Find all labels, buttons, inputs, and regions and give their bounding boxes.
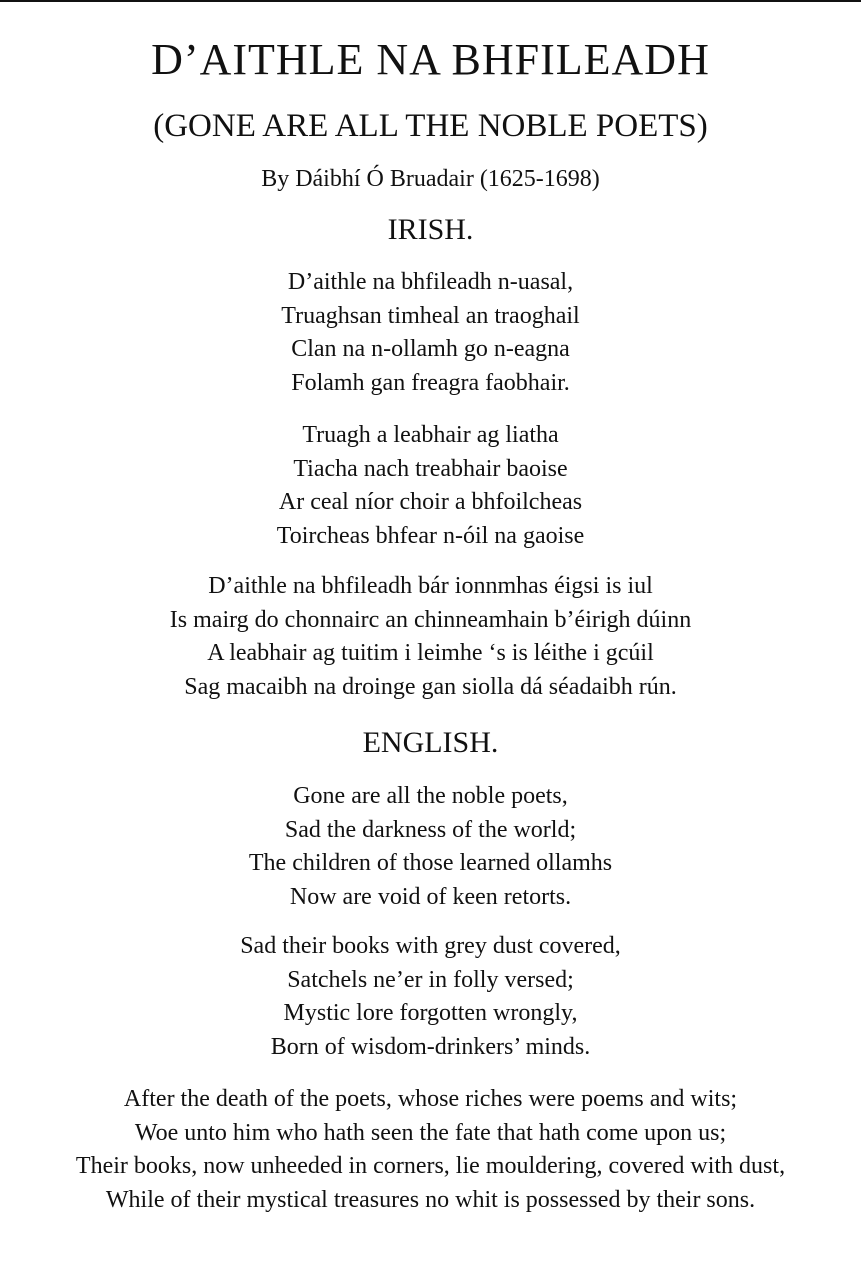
english-stanza-1 [0,780,861,914]
poem-line: After the death of the poets, whose riches were poems and wits; [123,1086,738,1112]
poem-line: Satchels ne’er in folly versed; [287,966,574,993]
poem-line: Sad the darkness of the world; [284,816,577,843]
irish-stanza-3 [0,570,861,704]
poem-line: Mystic lore forgotten wrongly, [283,1000,578,1026]
poem-line: D’aithle na bhfileadh bár ionnmhas éigsi is iul [208,573,653,599]
top-border-rule [0,0,861,2]
poem-line: Is mairg do chonnairc an chinneamhain b’éirigh dúinn [169,606,692,633]
english-prose-translation [20,1083,841,1217]
poem-line: Woe unto him who hath seen the fate that hath come upon us; [134,1119,727,1146]
poem-line: A leabhair ag tuitim i leimhe ‘s is léithe i gcúil [207,640,654,666]
poem-line: Gone are all the noble poets, [293,783,568,809]
poem-line: While of their mystical treasures no whit is possessed by their sons. [105,1186,756,1213]
poem-line: Born of wisdom-drinkers’ minds. [270,1033,591,1060]
english-section-heading: ENGLISH. [362,726,499,759]
poem-byline: By Dáibhí Ó Bruadair (1625-1698) [261,166,600,192]
poem-line: The children of those learned ollamhs [248,850,613,876]
poem-line: Sag macaibh na droinge gan siolla dá séadaibh rún. [184,673,677,700]
poem-line: Now are void of keen retorts. [289,883,572,910]
poem-line: Tiacha nach treabhair baoise [293,455,568,482]
irish-section-heading: IRISH. [387,213,474,246]
poem-subtitle: (GONE ARE ALL THE NOBLE POETS) [153,108,708,144]
irish-stanza-2 [0,419,861,553]
poem-line: D’aithle na bhfileadh n-uasal, [287,269,574,295]
poem-line: Clan na n-ollamh go n-eagna [291,336,570,362]
poem-title: D’AITHLE NA BHFILEADH [151,35,710,84]
poem-line: Folamh gan freagra faobhair. [291,369,570,396]
poem-line: Truagh a leabhair ag liatha [302,422,559,448]
poem-line: Their books, now unheeded in corners, lie mouldering, covered with dust, [75,1153,786,1179]
poem-line: Ar ceal níor choir a bhfoilcheas [278,489,583,515]
irish-stanza-1 [0,266,861,400]
english-stanza-2 [0,930,861,1064]
poem-line: Sad their books with grey dust covered, [240,933,621,959]
poem-line: Toircheas bhfear n-óil na gaoise [276,522,585,549]
poem-line: Truaghsan timheal an traoghail [281,302,580,329]
